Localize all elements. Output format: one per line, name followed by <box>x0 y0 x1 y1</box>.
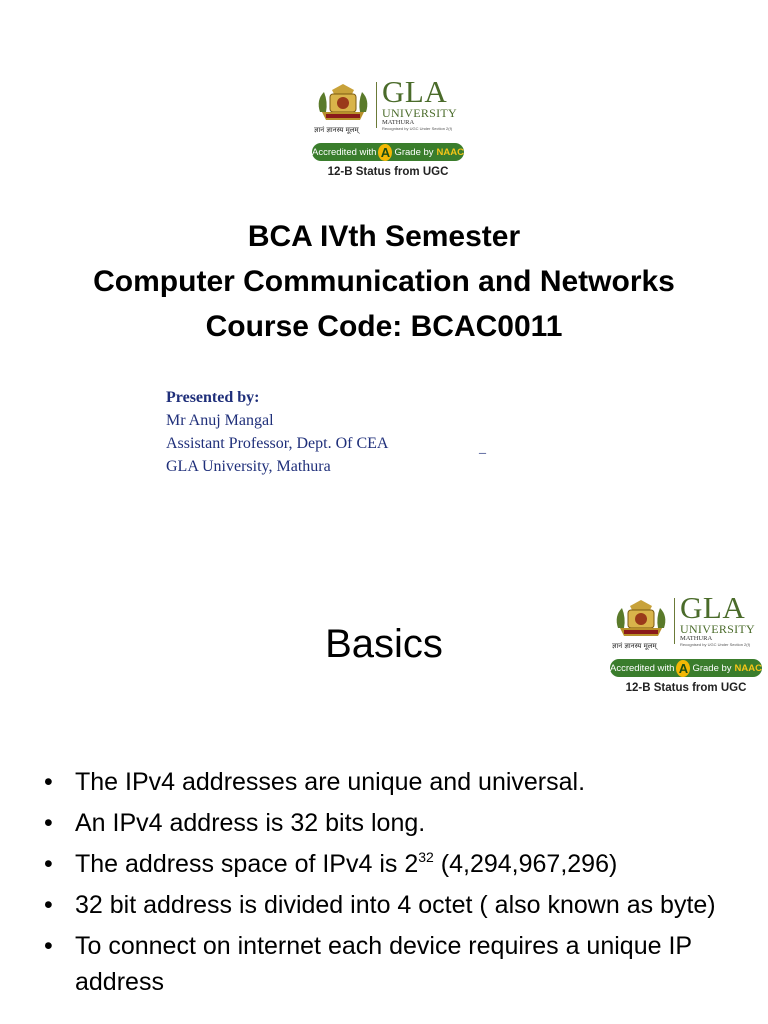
title-line-course: Computer Communication and Networks <box>93 265 675 298</box>
accreditor-name: NAAC <box>734 662 762 674</box>
bullet-icon: • <box>44 850 53 878</box>
list-item <box>44 928 744 1000</box>
university-logo <box>312 74 472 184</box>
ugc-status: 12-B Status from UGC <box>327 166 449 178</box>
logo-name: GLA <box>680 590 746 625</box>
bullet-exponent: 32 <box>418 849 434 865</box>
grade-badge: A <box>378 144 392 161</box>
accreditor-name: NAAC <box>436 146 464 158</box>
bullet-text: To connect on internet each device requires a unique IP address <box>75 932 692 996</box>
bullet-text-prefix: The address space of IPv4 is 2 <box>75 850 419 878</box>
accreditation-prefix: Accredited with <box>312 146 377 158</box>
bullet-icon: • <box>44 768 53 796</box>
accreditation-prefix: Accredited with <box>610 662 675 674</box>
list-item <box>44 805 744 841</box>
grade-badge: A <box>676 660 690 677</box>
presenter-institution: GLA University, Mathura <box>166 458 331 475</box>
ugc-status: 12-B Status from UGC <box>625 682 747 694</box>
bullet-text-suffix: (4,294,967,296) <box>433 850 618 878</box>
accreditation-badge <box>312 143 464 161</box>
list-item <box>44 846 744 882</box>
university-emblem-icon <box>314 82 372 130</box>
logo-motto: ज्ञानं ज्ञानस्य मूलम् <box>612 642 657 650</box>
logo-city: MATHURA <box>680 635 713 642</box>
logo-subtitle: UNIVERSITY <box>680 622 755 636</box>
logo-motto: ज्ञानं ज्ञानस्य मूलम् <box>314 126 359 134</box>
logo-name: GLA <box>382 74 448 109</box>
bullet-icon: • <box>44 891 53 919</box>
stray-mark: _ <box>479 441 486 456</box>
bullet-text: 32 bit address is divided into 4 octet ( also known as byte) <box>75 891 716 919</box>
logo-recognition: Recognised by UGC Under Section 2(f) <box>382 126 453 131</box>
slide-title <box>0 214 768 349</box>
bullet-text: The IPv4 addresses are unique and universal. <box>75 768 586 796</box>
title-line-semester: BCA IVth Semester <box>247 220 521 253</box>
bullet-icon: • <box>44 932 53 960</box>
list-item <box>44 764 744 800</box>
bullet-list <box>44 764 744 1005</box>
presenter-designation: Assistant Professor, Dept. Of CEA <box>166 435 389 452</box>
title-line-code: Course Code: BCAC0011 <box>205 310 563 343</box>
section-title: Basics <box>325 622 443 666</box>
list-item <box>44 887 744 923</box>
bullet-text: An IPv4 address is 32 bits long. <box>75 809 426 837</box>
logo-subtitle: UNIVERSITY <box>382 106 457 120</box>
logo-divider <box>376 82 377 128</box>
presenter-name: Mr Anuj Mangal <box>166 412 274 429</box>
presenter-info <box>166 386 388 478</box>
accreditation-suffix: Grade by <box>394 146 434 158</box>
bullet-icon: • <box>44 809 53 837</box>
logo-recognition: Recognised by UGC Under Section 2(f) <box>680 642 751 647</box>
accreditation-suffix: Grade by <box>692 662 732 674</box>
presenter-label: Presented by: <box>166 389 260 406</box>
logo-city: MATHURA <box>382 119 415 126</box>
